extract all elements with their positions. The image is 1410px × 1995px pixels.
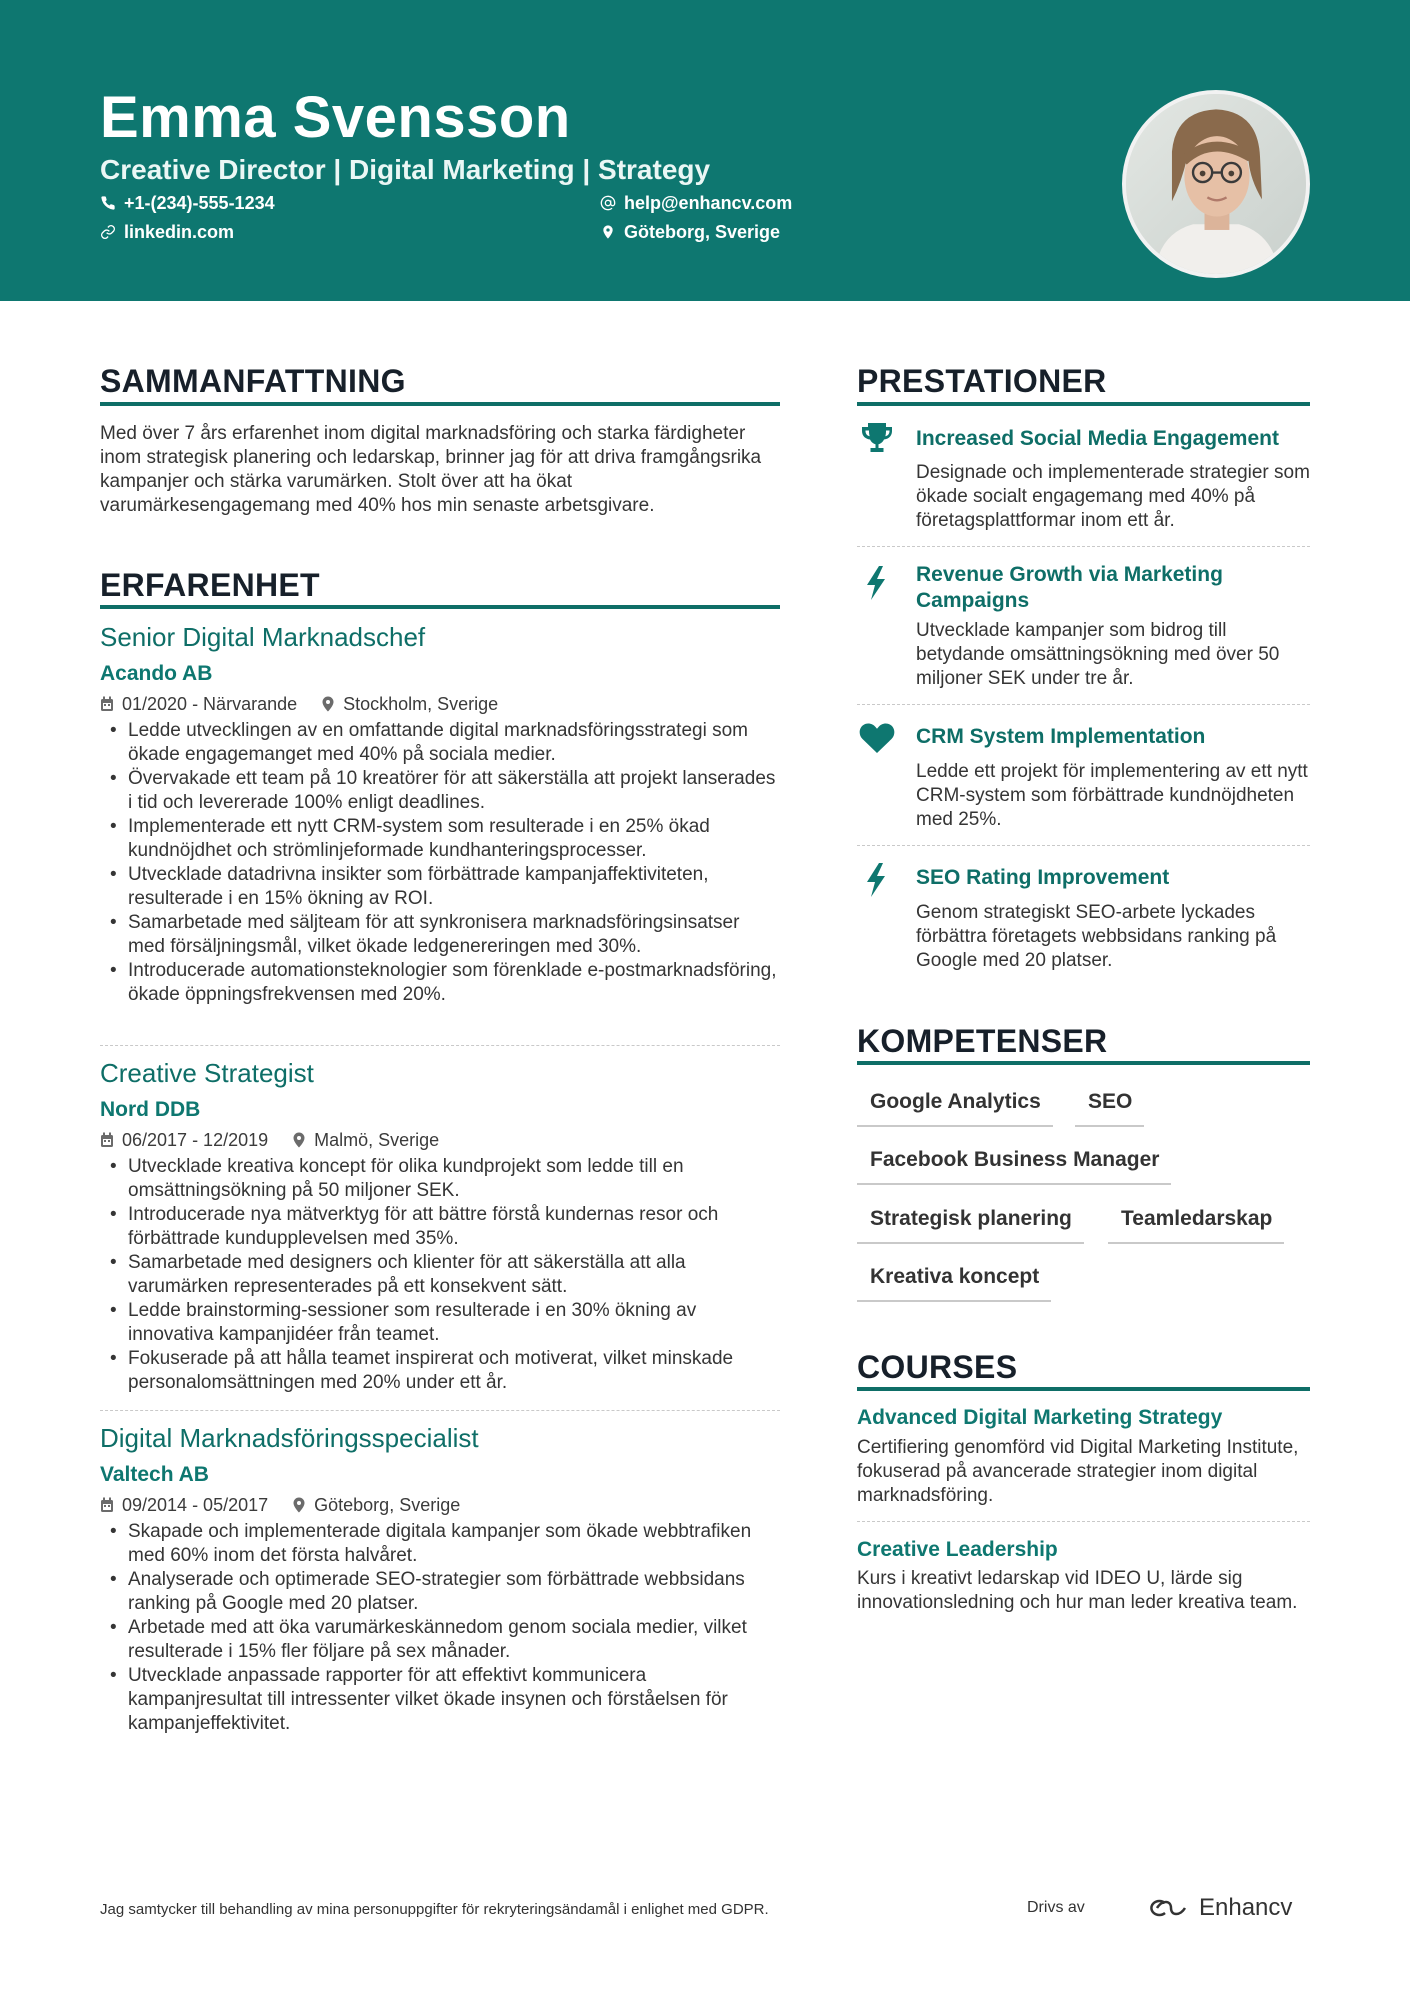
skill-tag: Strategisk planering xyxy=(857,1206,1084,1244)
job-dates xyxy=(100,1494,268,1516)
list-item: • Samarbetade med säljteam för att synkronisera marknadsföringsinsatser med försäljningsmål, vilket ökade ledgenereringen med 30%. xyxy=(100,911,780,959)
job-meta xyxy=(100,693,498,715)
divider xyxy=(857,1521,1310,1522)
job-location-text: Stockholm, Sverige xyxy=(343,694,499,714)
link-icon xyxy=(100,224,116,240)
job-location-text: Göteborg, Sverige xyxy=(314,1495,461,1515)
achievement-desc: Genom strategiskt SEO-arbete lyckades förbättra företagets webbsidans ranking på Google med 20 platser. xyxy=(916,902,1277,971)
job-meta xyxy=(100,1494,460,1516)
job-bullets xyxy=(100,1155,780,1395)
job-meta xyxy=(100,1129,439,1151)
skill-tag: Teamledarskap xyxy=(1108,1206,1284,1244)
job-bullets xyxy=(100,719,780,1007)
achievement-title: Increased Social Media Engagement xyxy=(916,427,1279,450)
portrait-image xyxy=(1126,94,1306,274)
job-role: Digital Marknadsföringsspecialist xyxy=(100,1423,479,1453)
location-contact xyxy=(600,221,780,243)
achievement-desc: Utvecklade kampanjer som bidrog till betydande omsättningsökning med över 50 miljoner SEK under tre år. xyxy=(916,620,1280,689)
course-title: Creative Leadership xyxy=(857,1538,1058,1561)
list-item: • Utvecklade kreativa koncept för olika kundprojekt som ledde till en omsättningsökning på 50 miljoner SEK. xyxy=(100,1155,780,1203)
achievement-title: CRM System Implementation xyxy=(916,725,1206,748)
linkedin-contact[interactable] xyxy=(100,221,234,243)
enhancv-logo-icon xyxy=(1147,1897,1191,1919)
divider xyxy=(857,704,1310,705)
powered-by-label: Drivs av xyxy=(1027,1899,1085,1916)
calendar-icon xyxy=(100,1497,114,1513)
divider xyxy=(857,546,1310,547)
job-bullets xyxy=(100,1520,780,1736)
achievements-rule xyxy=(857,402,1310,406)
list-item: • Analyserade och optimerade SEO-strategier som förbättrade webbsidans ranking på Google med 20 platser. xyxy=(100,1568,780,1616)
location-text: Göteborg, Sverige xyxy=(624,222,781,242)
list-item: • Samarbetade med designers och klienter för att säkerställa att alla varumärken representerades på ett konsekvent sätt. xyxy=(100,1251,780,1299)
location-pin-icon xyxy=(292,1132,306,1148)
job-company: Valtech AB xyxy=(100,1463,209,1486)
summary-rule xyxy=(100,402,780,406)
achievement-desc: Designade och implementerade strategier som ökade socialt engagemang med 40% på företagsplattformar inom ett år. xyxy=(916,462,1310,531)
heart-icon xyxy=(857,718,897,758)
calendar-icon xyxy=(100,696,114,712)
skill-tag: Kreativa koncept xyxy=(857,1264,1051,1302)
achievement-title: SEO Rating Improvement xyxy=(916,866,1170,889)
job-location xyxy=(292,1494,460,1516)
list-item: • Introducerade nya mätverktyg för att bättre förstå kundernas resor och förbättrade kundupplevelsen med 35%. xyxy=(100,1203,780,1251)
job-dates-text: 06/2017 - 12/2019 xyxy=(122,1130,269,1150)
job-company: Nord DDB xyxy=(100,1098,201,1121)
skill-tag: Google Analytics xyxy=(857,1089,1053,1127)
enhancv-logo[interactable] xyxy=(1147,1893,1292,1923)
bolt-icon xyxy=(857,860,897,900)
job-location xyxy=(292,1129,439,1151)
candidate-name: Emma Svensson xyxy=(100,85,571,150)
achievement-title: Revenue Growth via Marketing Campaigns xyxy=(916,563,1223,612)
trophy-icon xyxy=(857,418,897,458)
courses-heading: COURSES xyxy=(857,1349,1018,1385)
job-dates-text: 09/2014 - 05/2017 xyxy=(122,1495,269,1515)
list-item: • Skapade och implementerade digitala kampanjer som ökade webbtrafiken med 60% inom det första halvåret. xyxy=(100,1520,780,1568)
list-item: • Utvecklade datadrivna insikter som förbättrade kampanjaffektiviteten, resulterade i en 15% ökning av ROI. xyxy=(100,863,780,911)
course-desc: Kurs i kreativt ledarskap vid IDEO U, lärde sig innovationsledning och hur man leder kreativa team. xyxy=(857,1568,1298,1613)
skills-heading: KOMPETENSER xyxy=(857,1023,1108,1059)
list-item: • Fokuserade på att hålla teamet inspirerat och motiverat, vilket minskade personalomsättningen med 20% under ett år. xyxy=(100,1347,780,1395)
job-dates xyxy=(100,693,297,715)
experience-rule xyxy=(100,605,780,609)
bolt-icon xyxy=(857,563,897,603)
brand-name: Enhancv xyxy=(1199,1894,1293,1921)
linkedin-text[interactable]: linkedin.com xyxy=(124,222,235,242)
achievements-heading: PRESTATIONER xyxy=(857,363,1107,399)
experience-heading: ERFARENHET xyxy=(100,567,320,603)
calendar-icon xyxy=(100,1132,114,1148)
skill-tag: Facebook Business Manager xyxy=(857,1147,1171,1185)
summary-heading: SAMMANFATTNING xyxy=(100,363,406,399)
skills-rule xyxy=(857,1061,1310,1065)
at-icon xyxy=(600,195,616,211)
list-item: • Arbetade med att öka varumärkeskännedom genom sociala medier, vilket resulterade i 15% fler följare på sex månader. xyxy=(100,1616,780,1664)
job-dates-text: 01/2020 - Närvarande xyxy=(122,694,298,714)
job-location-text: Malmö, Sverige xyxy=(314,1130,440,1150)
summary-text: Med över 7 års erfarenhet inom digital marknadsföring och starka färdigheter inom strategisk planering och ledarskap, brinner jag för att driva framgångsrika kampanjer och stärka varumärken. Stolt över att ha ökat varumärkesengagemang med 40% hos min senaste arbetsgivare. xyxy=(100,423,762,516)
job-role: Creative Strategist xyxy=(100,1058,314,1088)
job-company: Acando AB xyxy=(100,662,213,685)
location-pin-icon xyxy=(600,224,616,240)
location-pin-icon xyxy=(292,1497,306,1513)
job-role: Senior Digital Marknadschef xyxy=(100,622,426,652)
list-item: • Ledde utvecklingen av en omfattande digital marknadsföringsstrategi som ökade engagemanget med 40% på sociala medier. xyxy=(100,719,780,767)
divider xyxy=(100,1045,780,1046)
candidate-headline: Creative Director | Digital Marketing | Strategy xyxy=(100,154,711,185)
phone-contact xyxy=(100,192,275,214)
phone-text: +1-(234)-555-1234 xyxy=(124,193,275,213)
gdpr-consent: Jag samtycker till behandling av mina personuppgifter för rekryteringsändamål i enlighet med GDPR. xyxy=(100,1901,769,1918)
divider xyxy=(857,845,1310,846)
list-item: • Övervakade ett team på 10 kreatörer för att säkerställa att projekt lanserades i tid och levererade 100% enligt deadlines. xyxy=(100,767,780,815)
profile-photo xyxy=(1122,90,1310,278)
list-item: • Introducerade automationsteknologier som förenklade e-postmarknadsföring, ökade öppningsfrekvensen med 20%. xyxy=(100,959,780,1007)
email-contact[interactable] xyxy=(600,192,792,214)
courses-rule xyxy=(857,1387,1310,1391)
divider xyxy=(100,1410,780,1411)
achievement-desc: Ledde ett projekt för implementering av ett nytt CRM-system som förbättrade kundnöjdheten med 25%. xyxy=(916,761,1308,830)
course-desc: Certifiering genomförd vid Digital Marketing Institute, fokuserad på avancerade strategier inom digital marknadsföring. xyxy=(857,1437,1299,1506)
skill-tag: SEO xyxy=(1075,1089,1144,1127)
resume-header xyxy=(0,0,1410,301)
course-title: Advanced Digital Marketing Strategy xyxy=(857,1406,1223,1429)
list-item: • Ledde brainstorming-sessioner som resulterade i en 30% ökning av innovativa kampanjidéer från teamet. xyxy=(100,1299,780,1347)
list-item: • Implementerade ett nytt CRM-system som resulterade i en 25% ökad kundnöjdhet och strömlinjeformade kundhanteringsprocesser. xyxy=(100,815,780,863)
list-item: • Utvecklade anpassade rapporter för att effektivt kommunicera kampanjresultat till intressenter vilket ökade insynen och förståelsen för kampanjeffektivitet. xyxy=(100,1664,780,1736)
email-text[interactable]: help@enhancv.com xyxy=(624,193,793,213)
job-dates xyxy=(100,1129,268,1151)
phone-icon xyxy=(100,195,116,211)
job-location xyxy=(321,693,498,715)
location-pin-icon xyxy=(321,696,335,712)
